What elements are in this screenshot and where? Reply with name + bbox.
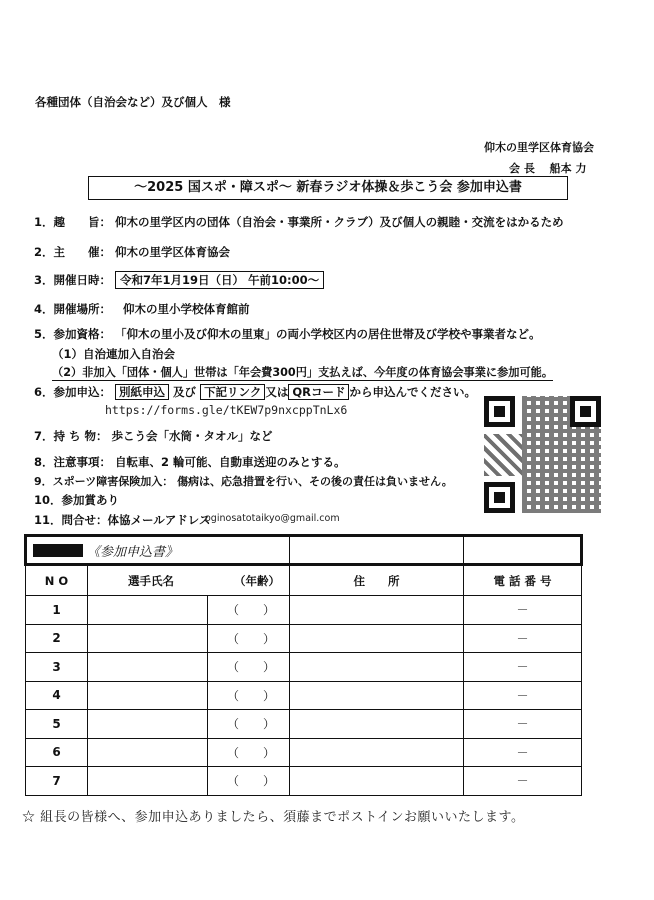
phone-cell[interactable]: － <box>464 738 582 767</box>
phone-cell[interactable]: － <box>464 653 582 682</box>
no: 4 <box>26 681 88 710</box>
name-cell[interactable] <box>88 681 208 710</box>
venue-line <box>34 301 250 317</box>
apply-line <box>34 384 476 400</box>
table-row <box>26 653 582 682</box>
apply-url[interactable]: https://forms.gle/tKEW7p9nxcppTnLx6 <box>105 403 348 417</box>
table-row <box>26 624 582 653</box>
purpose-line <box>34 214 564 230</box>
purpose-text: 仰木の里学区内の団体（自治会・事業所・クラブ）及び個人の親睦・交流をはかるため <box>115 215 564 229</box>
date-label: 3．開催日時： <box>34 273 112 287</box>
phone-cell[interactable]: － <box>464 624 582 653</box>
organization-name: 仰木の里学区体育協会 <box>484 141 594 154</box>
no: 1 <box>26 596 88 625</box>
phone-cell[interactable]: － <box>464 767 582 796</box>
contact-line: 11．問合せ：体協メールアドレス <box>34 513 211 527</box>
no: 2 <box>26 624 88 653</box>
address-cell[interactable] <box>290 767 464 796</box>
phone-cell[interactable]: － <box>464 596 582 625</box>
date-text: 令和7年1月19日（日） 午前10:00～ <box>115 271 324 289</box>
form-header-row <box>26 565 582 596</box>
table-row <box>26 596 582 625</box>
document-title: ～2025 国スポ・障スポ～ 新春ラジオ体操＆歩こう会 参加申込書 <box>88 176 568 200</box>
form-title-blank <box>464 536 582 565</box>
name-cell[interactable] <box>88 738 208 767</box>
age-cell[interactable]: （ ） <box>208 624 290 653</box>
table-row <box>26 710 582 739</box>
apply-link: 下記リンク <box>200 384 265 400</box>
qr-finder-bottom-left <box>484 482 515 513</box>
age-cell[interactable]: （ ） <box>208 738 290 767</box>
bring-text: 歩こう会「水筒・タオル」など <box>111 429 273 443</box>
apply-label: 6．参加申込： <box>34 385 112 399</box>
apply-paper: 別紙申込 <box>115 384 169 400</box>
age-cell[interactable]: （ ） <box>208 681 290 710</box>
notes-label: 8．注意事項： <box>34 455 112 469</box>
notes-text: 自転車、2 輪可能、自動車送迎のみとする。 <box>115 455 346 469</box>
host-text: 仰木の里学区体育協会 <box>115 245 231 259</box>
form-title-row <box>26 536 582 565</box>
apply-or: 又は <box>265 385 289 399</box>
age-cell[interactable]: （ ） <box>208 710 290 739</box>
qr-modules-left <box>484 434 522 476</box>
header-name: 選手氏名 <box>128 573 174 588</box>
name-cell[interactable] <box>88 767 208 796</box>
eligibility-text: 「仰木の里小及び仰木の里東」の両小学校区内の居住世帯及び学校や事業者など。 <box>115 327 541 341</box>
form-title-cell <box>26 536 290 565</box>
address-cell[interactable] <box>290 681 464 710</box>
qr-finder-top-left <box>484 396 515 427</box>
table-row <box>26 767 582 796</box>
address-cell[interactable] <box>290 653 464 682</box>
eligibility-1: （1）自治連加入自治会 <box>52 347 176 361</box>
apply-and: 及び <box>173 385 197 399</box>
form-title-blank <box>290 536 464 565</box>
eligibility-line <box>34 326 541 342</box>
form-body <box>26 596 582 796</box>
name-cell[interactable] <box>88 653 208 682</box>
header-name-age <box>88 565 290 596</box>
footnote: ☆ 組長の皆様へ、参加申込ありましたら、須藤までポストインお願いいたします。 <box>22 810 525 825</box>
address-cell[interactable] <box>290 596 464 625</box>
host-label: 2．主 催： <box>34 245 112 259</box>
apply-rest: から申込んでください。 <box>349 385 476 399</box>
no: 3 <box>26 653 88 682</box>
address-cell[interactable] <box>290 738 464 767</box>
phone-cell[interactable]: － <box>464 681 582 710</box>
age-cell[interactable]: （ ） <box>208 653 290 682</box>
contact-email[interactable]: oginosatotaikyo@gmail.com <box>205 513 340 524</box>
redacted-block <box>33 544 83 557</box>
eligibility-2: （2）非加入「団体・個人」世帯は「年会費300円」支払えば、今年度の体育協会事業に参加可能。 <box>52 366 554 379</box>
name-cell[interactable] <box>88 596 208 625</box>
header-age: （年齢） <box>234 573 281 588</box>
no: 5 <box>26 710 88 739</box>
age-cell[interactable]: （ ） <box>208 596 290 625</box>
header-phone: 電 話 番 号 <box>464 565 582 596</box>
qr-finder-top-right <box>570 396 601 427</box>
chairman-name: 会 長 船本 力 <box>509 162 587 175</box>
notes-line <box>34 454 346 470</box>
application-form-table <box>24 534 583 796</box>
prize-line: 10．参加賞あり <box>34 493 120 507</box>
no: 6 <box>26 738 88 767</box>
table-row <box>26 738 582 767</box>
name-cell[interactable] <box>88 624 208 653</box>
no: 7 <box>26 767 88 796</box>
insurance-line <box>34 473 453 489</box>
sheet-label: 《参加申込書》 <box>87 544 179 560</box>
bring-line <box>34 428 273 444</box>
address-cell[interactable] <box>290 624 464 653</box>
phone-cell[interactable]: － <box>464 710 582 739</box>
table-row <box>26 681 582 710</box>
apply-qr: QRコード <box>288 384 349 400</box>
date-line <box>34 272 324 288</box>
venue-label: 4．開催場所： <box>34 302 112 316</box>
age-cell[interactable]: （ ） <box>208 767 290 796</box>
address-cell[interactable] <box>290 710 464 739</box>
qr-code[interactable] <box>484 396 601 513</box>
purpose-label: 1．趣 旨： <box>34 215 112 229</box>
addressee: 各種団体（自治会など）及び個人 様 <box>35 95 231 109</box>
eligibility-label: 5．参加資格： <box>34 327 112 341</box>
host-line <box>34 244 230 260</box>
insurance-text: 傷病は、応急措置を行い、その後の責任は負いません。 <box>177 475 453 488</box>
header-address: 住 所 <box>290 565 464 596</box>
venue-text: 仰木の里小学校体育館前 <box>123 302 250 316</box>
insurance-label: 9．スポーツ障害保険加入： <box>34 475 174 488</box>
header-no: N O <box>26 565 88 596</box>
name-cell[interactable] <box>88 710 208 739</box>
bring-label: 7．持 ち 物： <box>34 429 108 443</box>
